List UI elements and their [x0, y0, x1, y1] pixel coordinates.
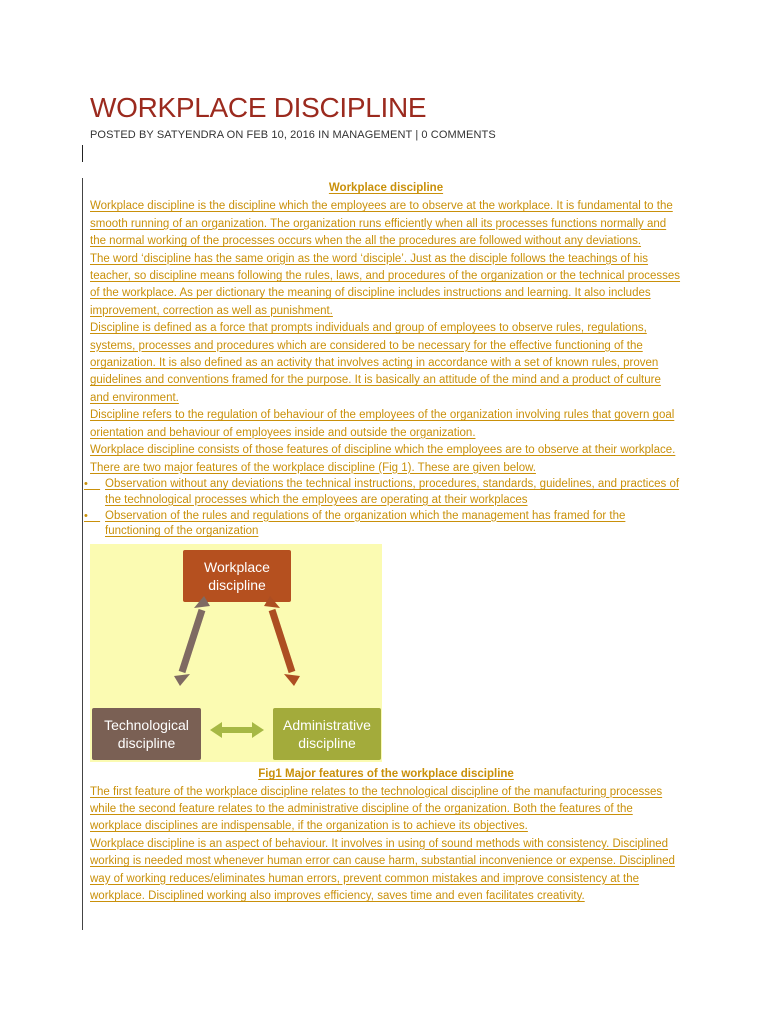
feature-list: [84, 477, 682, 540]
list-item: • Observation of the rules and regulations of the organization which the management has framed for the functioning of the organization: [84, 509, 626, 538]
paragraph-first-feature: The first feature of the workplace discipline relates to the technological discipline of the manufacturing processes while the second feature relates to the administrative discipline of the organization. Both the features of the workplace disciplines are indispensable, if the organization is to achieve its objectives.: [90, 785, 663, 833]
paragraph-behaviour: Workplace discipline is an aspect of behaviour. It involves in using of sound methods with consistency. Disciplined working is needed most whenever human error can cause harm, substantial inconvenience or expense. Disciplined way of working reduces/eliminates human errors, prevent common mistakes and improve consistency at the workplace. Disciplined working also improves efficiency, saves time and even facilitates creativity.: [90, 837, 675, 902]
divider-bar-long: [82, 178, 83, 930]
paragraph-regulation: Discipline refers to the regulation of behaviour of the employees of the organization involving rules that govern goal orientation and behaviour of employees inside and outside the organization.: [90, 409, 675, 439]
paragraph-force: Discipline is defined as a force that prompts individuals and group of employees to observe rules, regulations, systems, processes and procedures which are considered to be necessary for the effective functioning of the organization. It is also defined as an activity that involves acting in accordance with a set of known rules, proven guidelines and conventions framed for the purpose. It is basically an attitude of the mind and a product of culture and environment.: [90, 322, 661, 404]
bullet-icon: •: [84, 509, 101, 522]
figure-arrows: [90, 544, 382, 762]
article-heading: Workplace discipline: [328, 182, 444, 194]
divider-bar-short: [82, 145, 83, 162]
paragraph-definition: Workplace discipline is the discipline which the employees are to observe at the workplace. It is fundamental to the smooth running of an organization. The organization runs efficiently when all its processes functions normally and the normal working of the processes occurs when the all the procedures are followed without any deviations.: [90, 200, 673, 248]
list-item: • Observation without any deviations the technical instructions, procedures, standards, guidelines, and practices of the technological processes which the employees are operating at their workplaces: [84, 477, 680, 506]
workplace-discipline-box: Workplace discipline: [183, 550, 291, 602]
arrow-bottom: [210, 722, 264, 738]
paragraph-features: Workplace discipline consists of those features of discipline which the employees are to observe at their workplace. There are two major features of the workplace discipline (Fig 1). These are given below.: [90, 444, 676, 474]
post-meta: POSTED BY SATYENDRA ON FEB 10, 2016 IN MANAGEMENT | 0 COMMENTS: [90, 129, 496, 141]
arrow-top-right: [264, 596, 300, 686]
paragraph-origin: The word ‘discipline has the same origin as the word ‘disciple’. Just as the disciple follows the teachings of his teacher, so discipline means following the rules, laws, and procedures of the organization or the technical processes of the workplace. As per dictionary the meaning of discipline includes instructions and learning. It also includes improvement, correction as well as punishment.: [90, 252, 681, 317]
technological-discipline-box: Technological discipline: [92, 708, 201, 760]
arrow-top-left: [174, 596, 210, 686]
page-title: WORKPLACE DISCIPLINE: [90, 92, 427, 123]
administrative-discipline-box: Administrative discipline: [273, 708, 381, 760]
figure-caption: Fig1 Major features of the workplace discipline: [258, 768, 514, 781]
bullet-icon: •: [84, 477, 101, 490]
figure-diagram: [90, 544, 382, 762]
article-body: [84, 180, 682, 905]
